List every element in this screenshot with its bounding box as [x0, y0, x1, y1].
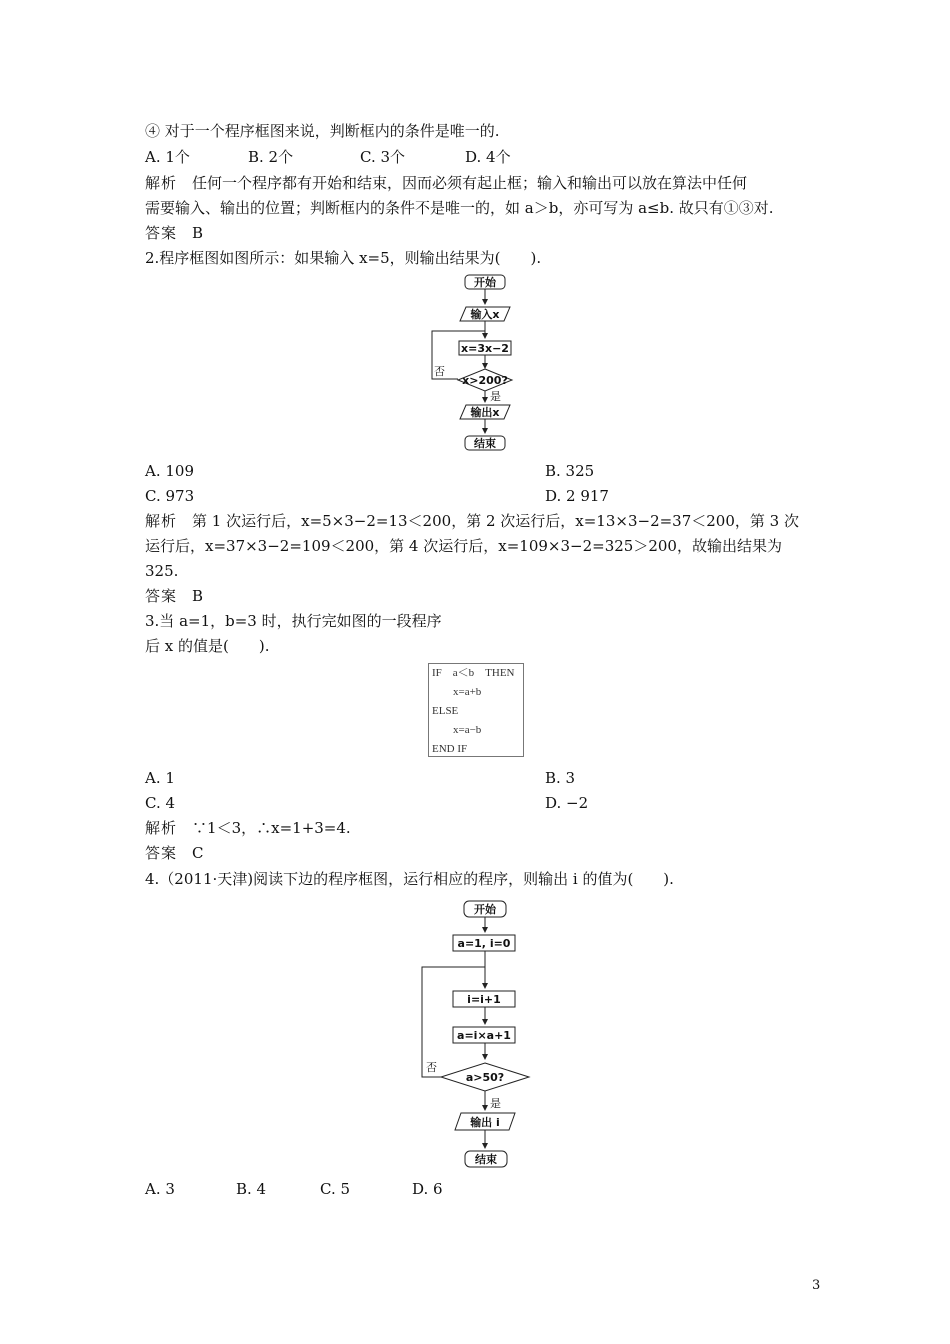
answer-line [145, 222, 203, 244]
question-4: 4.（2011·天津)阅读下边的程序框图，运行相应的程序，则输出 i 的值为( ). [145, 870, 674, 888]
code-line: x=a−b [453, 724, 482, 736]
question-2: 2.程序框图如图所示：如果输入 x=5，则输出结果为( ). [145, 249, 542, 267]
analysis-continued: 325. [145, 562, 179, 580]
flowchart-q4 [410, 897, 550, 1169]
option-d: D. 6 [412, 1180, 443, 1198]
analysis-continued: 需要输入、输出的位置；判断框内的条件不是唯一的，如 a＞b，亦可写为 a≤b. 故只有①③对. [145, 199, 774, 217]
option-a: A. 109 [145, 462, 194, 480]
option-b: B. 4 [236, 1180, 267, 1198]
answer-value: C [192, 844, 204, 862]
end-label: 结束 [475, 1153, 497, 1166]
option-d: D. 2 917 [545, 487, 609, 505]
option-c: C. 973 [145, 487, 195, 505]
question-3-continued: 后 x 的值是( ). [145, 637, 270, 655]
answer-label: 答案 [145, 844, 178, 862]
code-line: END IF [432, 743, 468, 755]
output-label: 输出 i [470, 1116, 500, 1129]
assign-label: a=i×a+1 [457, 1029, 511, 1042]
answer-line [145, 585, 203, 607]
analysis-line [145, 172, 747, 194]
answer-line [145, 842, 204, 864]
analysis-label: 解析 [145, 174, 178, 192]
option-a: A. 1 [145, 769, 175, 787]
answer-label: 答案 [145, 224, 178, 242]
code-line: ELSE [432, 705, 459, 717]
analysis-text: 任何一个程序都有开始和结束，因而必须有起止框；输入和输出可以放在算法中任何 [192, 174, 748, 192]
statement-4: ④ 对于一个程序框图来说，判断框内的条件是唯一的. [145, 122, 500, 140]
answer-value: B [192, 224, 204, 242]
code-line: x=a+b [453, 686, 482, 698]
no-label: 否 [426, 1061, 437, 1074]
code-line: IF a＜b THEN [432, 667, 515, 679]
decision-label: x>200? [462, 374, 508, 387]
assign-label: x=3x−2 [461, 342, 509, 355]
option-a: A. 3 [145, 1180, 175, 1198]
init-label: a=1, i=0 [457, 937, 511, 950]
analysis-label: 解析 [145, 512, 178, 530]
option-c: C. 5 [320, 1180, 351, 1198]
analysis-label: 解析 [145, 819, 178, 837]
input-label: 输入x [470, 308, 500, 321]
option-d: D. 4个 [465, 148, 511, 166]
yes-label: 是 [490, 1097, 501, 1110]
increment-label: i=i+1 [467, 993, 501, 1006]
option-d: D. −2 [545, 794, 589, 812]
option-b: B. 2个 [248, 148, 294, 166]
output-label: 输出x [470, 406, 500, 419]
option-a: A. 1个 [145, 148, 190, 166]
option-b: B. 325 [545, 462, 595, 480]
question-3: 3.当 a=1，b=3 时，执行完如图的一段程序 [145, 612, 442, 630]
decision-label: a>50? [465, 1071, 505, 1084]
yes-label: 是 [490, 390, 501, 403]
code-block [428, 663, 524, 757]
option-c: C. 4 [145, 794, 176, 812]
page-number: 3 [812, 1278, 821, 1293]
analysis-line [145, 510, 799, 532]
answer-label: 答案 [145, 587, 178, 605]
analysis-continued: 运行后，x=37×3−2=109＜200，第 4 次运行后，x=109×3−2=325＞200，故输出结果为 [145, 537, 782, 555]
option-c: C. 3个 [360, 148, 406, 166]
no-label: 否 [434, 365, 445, 378]
analysis-line [145, 817, 351, 839]
answer-value: B [192, 587, 204, 605]
start-label: 开始 [474, 276, 496, 289]
flowchart-q2 [420, 272, 530, 456]
start-label: 开始 [474, 903, 496, 916]
end-label: 结束 [474, 437, 496, 450]
analysis-text: 第 1 次运行后，x=5×3−2=13＜200，第 2 次运行后，x=13×3−2=37＜200，第 3 次 [192, 512, 799, 530]
option-b: B. 3 [545, 769, 576, 787]
analysis-text: ∵1＜3，∴x=1+3=4. [192, 819, 351, 837]
